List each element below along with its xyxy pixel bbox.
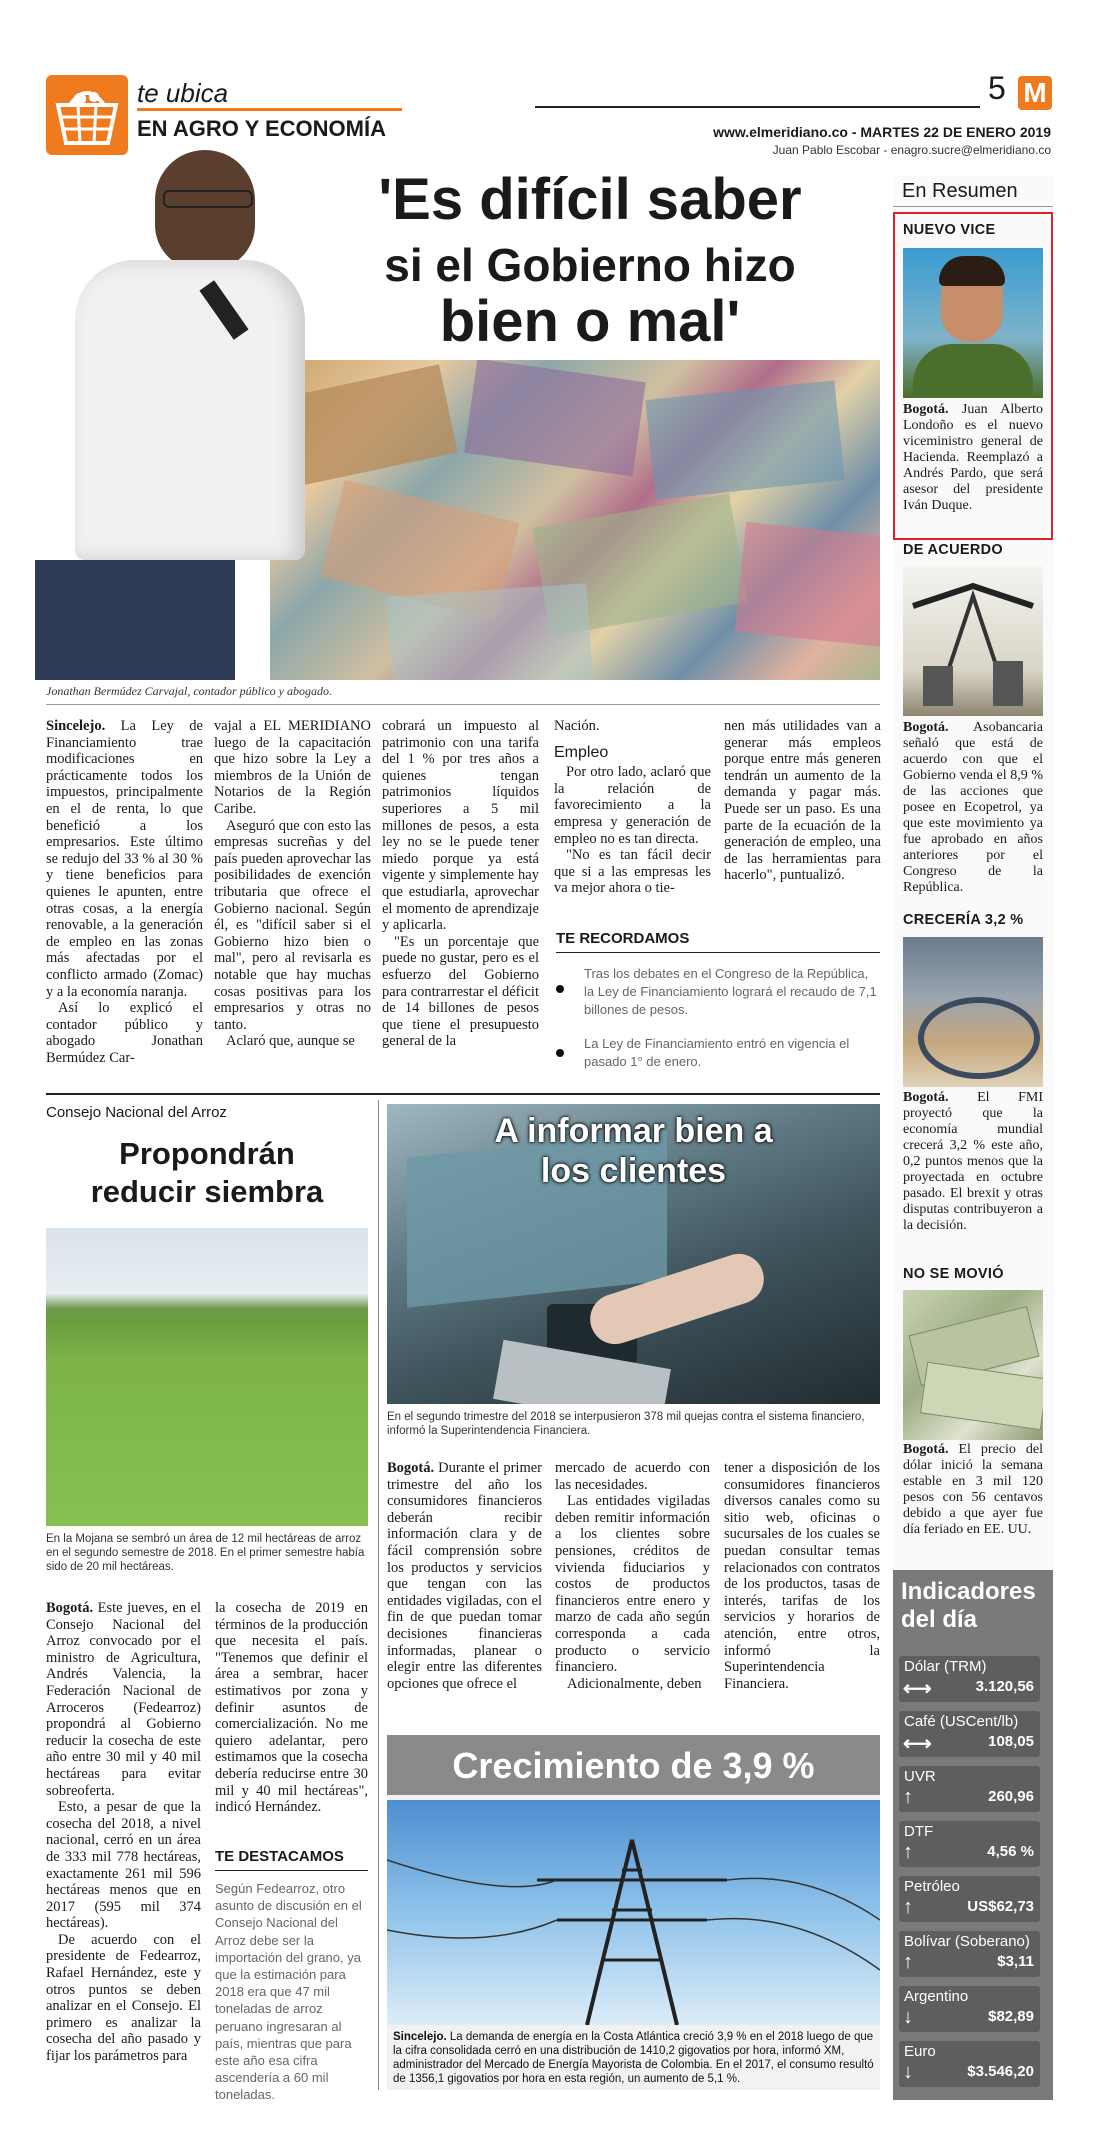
indicator-item: [899, 1711, 1040, 1757]
sidebar-lead-2: Bogotá.: [903, 720, 949, 735]
arroz-headline-2: reducir siembra: [90, 1174, 324, 1209]
energy-headline: Crecimiento de 3,9 %: [452, 1745, 815, 1786]
arrow-up-icon: ↑: [903, 1841, 913, 1863]
indicator-name: Café (USCent/lb): [904, 1713, 1019, 1730]
atm-photo-caption: En el segundo trimestre del 2018 se interpusieron 378 mil quejas contra el sistema financiero, informó la Superintendencia Financiera.: [387, 1411, 865, 1437]
main-col5-p1: nen más utilidades van a generar más empleos porque entre más generen tendrán un aumento de la demanda y pagar más. Puede ser un paso. Es una parte de la ecuación de la generación de empleo, una de las herramientas para hacerlo", puntualizó.: [724, 718, 881, 884]
main-photo-caption: Jonathan Bermúdez Carvajal, contador público y abogado.: [46, 684, 332, 698]
main-col2-p2: Aseguró que con esto las empresas sucreñas y del país pueden aprovechar las posibilidades de exención tributaria que ofrece el Gobierno nacional. Según él, es "difícil saber si el Gobierno hizo bien o mal", pero al revisarla es notable que hay muchas cosas positivas para los empresarios y otras no tanto.: [214, 817, 371, 1033]
destacamos-rule: [215, 1870, 368, 1871]
indicators-title-1: Indicadores: [901, 1578, 1036, 1605]
sidebar-body-4: El precio del dólar inició la semana estable en 3 mil 120 pesos con 56 centavos debido a que ayer fue día feriado en EE. UU.: [903, 1442, 1044, 1537]
bullet-dot-1: [556, 985, 564, 993]
sidebar-body-1: Juan Alberto Londoño es el nuevo viceministro general de Hacienda. Reemplazó a Andrés Pardo, que será asesor del presidente Iván Duque.: [903, 402, 1043, 513]
energy-caption: [393, 2030, 875, 2086]
main-col-4: [554, 718, 711, 897]
header-rule: [535, 106, 980, 108]
sidebar-text-1: [903, 402, 1043, 514]
main-col-3: [382, 718, 539, 1050]
arroz-col1-p1: Este jueves, en el Consejo Nacional del Arroz convocado por el ministro de Agricultura, Andrés Valencia, la Federación Nacional de Arroceros (Fedearroz) propondrá al Gobierno reducir la cosecha de este año entre 30 mil y 40 mil hectáreas para evitar sobreoferta.: [46, 1600, 201, 1799]
vice-photo: [903, 248, 1043, 398]
indicator-name: UVR: [904, 1768, 936, 1785]
dollar-bills-photo: [903, 1290, 1043, 1440]
sidebar-lead-3: Bogotá.: [903, 1090, 949, 1105]
destacamos-title: TE DESTACAMOS: [215, 1848, 344, 1865]
power-tower-photo: [387, 1800, 880, 2025]
main-col1-text: La Ley de Financiamiento trae modificaciones en prácticamente todos los impuestos, principalmente en el de renta, lo que benefició a los empresarios. Este último se redujo del 33 % al 30 % y tiene beneficios para quienes le apunten, entre otras cosas, a la energía renovable, a la generación de empleo en las zonas más afectadas por el conflicto armado (Zomac) y a la economía naranja.: [46, 718, 203, 1000]
indicator-name: Dólar (TRM): [904, 1658, 987, 1675]
sidebar-lead-4: Bogotá.: [903, 1442, 949, 1457]
section-logo: [46, 75, 128, 155]
arrow-down-icon: ↓: [903, 2006, 913, 2028]
main-headline-2: si el Gobierno hizo: [384, 239, 796, 291]
indicator-value: 3.120,56: [975, 1678, 1034, 1695]
arroz-dateline: Bogotá.: [46, 1600, 94, 1616]
sidebar-lead-1: Bogotá.: [903, 402, 949, 417]
main-col-5: [724, 718, 881, 884]
author-line: Juan Pablo Escobar - enagro.sucre@elmeridiano.co: [772, 143, 1051, 157]
basket-icon: [46, 75, 128, 155]
indicator-name: Euro: [904, 2043, 936, 2060]
indicator-item: [899, 1986, 1040, 2032]
caption-rule: [46, 704, 880, 705]
main-headline-3: bien o mal': [439, 289, 741, 354]
energy-dateline: Sincelejo.: [393, 2031, 447, 2043]
main-col4-p0: Nación.: [554, 718, 600, 734]
arrow-both-icon: ⟷: [903, 1678, 932, 1700]
subhead-empleo: Empleo: [554, 743, 609, 761]
arroz-col1-p3: De acuerdo con el presidente de Fedearroz, Rafael Hernández, este y otros puntos se deben analizar en el Consejo. El primero es analizar la cosecha del año pasado y fijar los parámetros para: [46, 1931, 201, 2065]
indicator-name: Petróleo: [904, 1878, 960, 1895]
oil-pumps-photo: [903, 566, 1043, 716]
atm-col-1: [387, 1460, 542, 1692]
money-photo: [270, 360, 880, 680]
main-col-2: [214, 718, 371, 1050]
sidebar-text-4: [903, 1442, 1043, 1538]
atm-col1-text: Durante el primer trimestre del año los consumidores financieros deberán recibir información clara y de fácil comprensión sobre los productos y servicios que tengan con las entidades vigiladas, con el fin de que puedan tomar decisiones financieras informadas, planear o elegir entre las diferentes opciones que ofrece el: [387, 1460, 542, 1692]
indicator-value: 260,96: [988, 1788, 1034, 1805]
fmi-meeting-photo: [903, 937, 1043, 1087]
dateline: Sincelejo.: [46, 718, 106, 734]
indicators-panel: [893, 1570, 1053, 2100]
main-col2-p3: Aclaró que, aunque se: [226, 1033, 355, 1050]
atm-col3-p1: tener a disposición de los consumidores financieros diversos canales como su sitio web, oficinas o sucursales de los cuales se puedan consultar temas relacionados con contratos de los productos, tasas de interés, tarifas de los servicios y horarios de atención, entre otros, informó la Superintendencia Financiera.: [724, 1460, 880, 1692]
sidebar-body-2: Asobancaria señaló que está de acuerdo con que el Gobierno venda el 8,9 % de las acciones que posee en Ecopetrol, ya que este movimiento ya fue aprobado en años anteriores por el Congreso de la República.: [903, 720, 1043, 895]
section-divider: [46, 1093, 880, 1095]
section-title: EN AGRO Y ECONOMÍA: [137, 116, 386, 141]
atm-headline-2: los clientes: [540, 1152, 727, 1190]
recordamos-item-2: La Ley de Financiamiento entró en vigencia el pasado 1° de enero.: [584, 1036, 850, 1069]
arrow-up-icon: ↑: [903, 1951, 913, 1973]
main-col3-p2: "Es un porcentaje que puede no gustar, pero es el esfuerzo del Gobierno para contrarrestar el déficit de 14 billones de pesos que tiene el presupuesto general de la: [382, 933, 539, 1050]
sidebar-text-2: [903, 720, 1043, 896]
sidebar-title-rule: [893, 206, 1053, 207]
brand-logo: [1018, 76, 1052, 110]
rice-field-photo: [46, 1228, 368, 1526]
indicator-value: US$62,73: [967, 1898, 1034, 1915]
destacamos-text: Según Fedearroz, otro asunto de discusión en el Consejo Nacional del Arroz debe ser la importación del grano, ya que la estimación para 2018 era que 47 mil toneladas de arroz peruano ingresaran al país, mientras que para este año esa cifra ascendería a 60 mil toneladas.: [215, 1881, 362, 2103]
indicator-value: 4,56 %: [987, 1843, 1034, 1860]
main-col4-p1: Por otro lado, aclaró que la relación de favorecimiento a la empresa y generación de empleo no es tan directa.: [554, 764, 711, 847]
indicator-item: [899, 1766, 1040, 1812]
arrow-both-icon: ⟷: [903, 1733, 932, 1755]
arroz-headline-1: Propondrán: [119, 1136, 295, 1171]
atm-headline-1: A informar bien a: [494, 1112, 773, 1150]
atm-col-2: [555, 1460, 710, 1692]
sidebar-head-1: NUEVO VICE: [903, 222, 996, 238]
atm-col2-p1: mercado de acuerdo con las necesidades.: [555, 1460, 710, 1493]
indicator-item: [899, 1931, 1040, 1977]
main-col4-p2: "No es tan fácil decir que si a las empresas les va mejor ahora o tie-: [554, 847, 711, 897]
main-headline-1: 'Es difícil saber: [378, 167, 802, 232]
arrow-up-icon: ↑: [903, 1896, 913, 1918]
atm-col-3: [724, 1460, 880, 1692]
power-tower-icon: [387, 1800, 880, 2025]
indicator-item: [899, 1821, 1040, 1867]
brand-letter: M: [1023, 77, 1047, 108]
page-number: 5: [988, 70, 1006, 106]
site-date: www.elmeridiano.co - MARTES 22 DE ENERO 2019: [713, 124, 1051, 140]
recordamos-item-1: Tras los debates en el Congreso de la República, la Ley de Financiamiento logrará el recaudo de 7,1 billones de pesos.: [584, 966, 877, 1017]
sidebar-title: En Resumen: [902, 180, 1018, 202]
sidebar-text-3: [903, 1090, 1043, 1234]
section-rule: [137, 108, 402, 111]
sidebar-head-2: DE ACUERDO: [903, 542, 1003, 558]
indicator-value: $3,11: [997, 1953, 1034, 1970]
indicators-title-2: del día: [901, 1606, 978, 1633]
energy-caption-text: La demanda de energía en la Costa Atlántica creció 3,9 % en el 2018 luego de que la cifra consolidada cerró en una distribución de 1410,2 gigovatios por hora, informó XM, administrador del Mercado de Energía Mayorista de Colombia. En el 2017, el consumo resultó de 1356,1 gigovatios por hora en esta región, un aumento de 5,1 %.: [393, 2031, 874, 2085]
column-divider: [378, 1100, 379, 2090]
indicator-value: 108,05: [988, 1733, 1034, 1750]
arrow-down-icon: ↓: [903, 2061, 913, 2083]
recordamos-rule: [556, 952, 880, 953]
atm-col2-p2: Las entidades vigiladas deben remitir información a los clientes sobre pensiones, créditos de vivienda fiduciarios y costos de productos financieros entre enero y marzo de cada año según corresponda a cada producto o servicio financiero.: [555, 1493, 710, 1676]
atm-col2-p3: Adicionalmente, deben: [567, 1675, 702, 1692]
sidebar-head-4: NO SE MOVIÓ: [903, 1266, 1004, 1282]
oil-pump-icon: [903, 566, 1043, 716]
sidebar-body-3: El FMI proyectó que la economía mundial crecerá 3,2 % este año, 0,2 puntos menos que la proyectada en octubre pasado. El brexit y otras disputas contribuyeron a la decisión.: [903, 1090, 1043, 1233]
arroz-col2-p1: la cosecha de 2019 en términos de la producción que necesita el país. "Tenemos que definir el área a sembrar, hacer estimativos por zona y definir asuntos de comercialización. No me quiero adelantar, pero estimamos que la cosecha debería reducirse entre 30 mil y 40 mil hectáreas", indicó Hernández.: [215, 1600, 368, 1816]
arrow-up-icon: ↑: [903, 1786, 913, 1808]
indicator-item: [899, 1656, 1040, 1702]
main-col2-p1: vajal a EL MERIDIANO luego de la capacitación que hizo sobre la Ley a miembros de la Unión de Notarios de la Región Caribe.: [214, 718, 371, 817]
bullet-dot-2: [556, 1049, 564, 1057]
arroz-kicker: Consejo Nacional del Arroz: [46, 1104, 227, 1121]
recordamos-title: TE RECORDAMOS: [556, 930, 690, 947]
indicator-value: $3.546,20: [967, 2063, 1034, 2080]
indicator-value: $82,89: [988, 2008, 1034, 2025]
arroz-col-1: [46, 1600, 201, 2065]
indicator-name: Argentino: [904, 1988, 969, 2005]
speaker-photo: [35, 150, 305, 680]
indicator-item: [899, 1876, 1040, 1922]
arroz-col-2: [215, 1600, 368, 1816]
indicator-item: [899, 2041, 1040, 2087]
indicator-name: DTF: [904, 1823, 934, 1840]
section-subtitle: te ubica: [137, 78, 229, 108]
arroz-col1-p2: Esto, a pesar de que la cosecha del 2018, a nivel nacional, cerró en un área de 333 mil 778 hectáreas, exactamente 261 mil 596 hectáreas menos que en 2017 (595 mil 374 hectáreas).: [46, 1799, 201, 1932]
atm-dateline: Bogotá.: [387, 1460, 435, 1476]
main-col1-p2: Así lo explicó el contador público y abogado Jonathan Bermúdez Car-: [46, 1000, 203, 1066]
main-col-1: [46, 718, 203, 1066]
arroz-photo-caption: En la Mojana se sembró un área de 12 mil hectáreas de arroz en el segundo semestre de 2018. En el primer semestre había sido de 20 mil hectáreas.: [46, 1533, 365, 1573]
indicator-name: Bolívar (Soberano): [904, 1933, 1030, 1950]
sidebar-head-3: CRECERÍA 3,2 %: [903, 912, 1024, 928]
main-col3-p1: cobrará un impuesto al patrimonio con una tarifa del 1 % por tres años a quienes tengan patrimonios líquidos superiores a 5 mil millones de pesos, a esta ley no se le puede tener miedo porque ya está vigente y simplemente hay que estudiarla, aprovechar el momento de aprendizaje y aplicarla.: [382, 718, 539, 934]
